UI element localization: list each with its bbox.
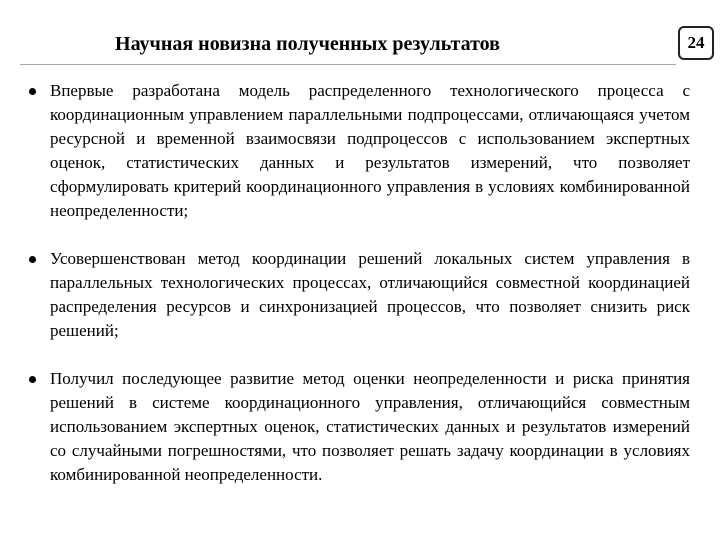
bullet-dot-icon <box>29 88 36 95</box>
bullet-dot-icon <box>29 376 36 383</box>
bullet-text: Усовершенствован метод координации решений локальных систем управления в параллельных технологических процессах, отличающийся совместной координацией распределения ресурсов и синхронизацией процессов, что позволяет снизить риск решений; <box>50 249 690 340</box>
bullet-text: Впервые разработана модель распределенного технологического процесса с координационным управлением параллельными подпроцессами, отличающаяся учетом ресурсной и временной взаимосвязи подпроцессов с использованием экспертных оценок, статистических данных и результатов измерений, что позволяет сформулировать критерий координационного управления в условиях комбинированной неопределенности; <box>50 81 690 220</box>
page-number-badge: 24 <box>678 26 714 60</box>
bullet-text: Получил последующее развитие метод оценки неопределенности и риска принятия решений в системе координационного управления, отличающийся совместным использованием экспертных оценок, статистических данных и результатов измерений со случайными погрешностями, что позволяет решать задачу координации в условиях комбинированной неопределенности. <box>50 369 690 484</box>
title-divider <box>20 64 676 65</box>
slide-title: Научная новизна полученных результатов <box>115 33 500 55</box>
bullet-dot-icon <box>29 256 36 263</box>
